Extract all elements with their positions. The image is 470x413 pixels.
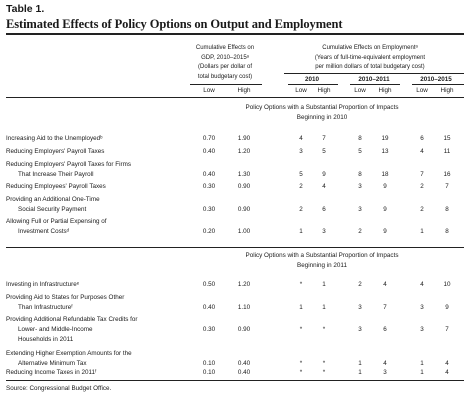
row-label-line: Reducing Employees' Payroll Taxes [6,183,106,190]
col-high-2010-2015: High [440,87,454,94]
cell-2010-high: 5 [322,148,326,155]
col-high-2010-2011: High [378,87,392,94]
table-row [0,293,470,315]
cell-gdp-low: 0.30 [202,206,216,213]
row-label [6,280,186,290]
cell-2010-2015-high: 4 [445,360,449,367]
cell-2010-2015-low: 4 [420,148,424,155]
cell-2010-2015-high: 8 [445,206,449,213]
cell-2010-2011-high: 6 [383,326,387,333]
cell-2010-2015-low: 2 [420,183,424,190]
cell-2010-low: 5 [299,171,303,178]
gdp-header-line: total budgetary cost) [197,73,253,80]
cell-gdp-low: 0.30 [202,183,216,190]
col-high-2010: High [317,87,331,94]
cell-2010-2015-low: 3 [420,326,424,333]
cell-gdp-low: 0.40 [202,171,216,178]
employment-header-rule [284,73,464,74]
col-low-2010-2011: Low [354,87,366,94]
cell-2010-low: * [299,369,303,376]
cell-2010-2011-low: 2 [358,281,362,288]
section-heading-2010 [180,103,464,123]
cell-2010-2011-low: 8 [358,171,362,178]
year-group-2010: 2010 [304,76,319,83]
col-high-gdp: High [237,87,251,94]
cell-2010-2015-low: 7 [420,171,424,178]
cell-2010-2015-high: 10 [443,281,451,288]
section-divider-rule [6,247,464,248]
year-group-rule [288,84,338,85]
table-row [0,368,470,380]
year-group-2010-2011: 2010–2011 [358,76,390,83]
cell-gdp-high: 0.40 [237,360,251,367]
row-label [6,134,186,144]
cell-2010-2011-low: 2 [358,228,362,235]
cell-gdp-high: 0.40 [237,369,251,376]
cell-2010-2011-low: 1 [358,360,362,367]
cell-2010-high: 1 [322,281,326,288]
row-label-line: Households in 2011 [18,336,74,343]
year-group-rule [350,84,400,85]
row-label-line: Reducing Employers' Payroll Taxes for Firms [6,161,131,168]
row-label-line: Providing Additional Refundable Tax Credits for [6,316,138,323]
cell-2010-low: 4 [299,135,303,142]
row-label [6,293,186,313]
cell-gdp-high: 1.20 [237,281,251,288]
cell-2010-2015-high: 15 [443,135,451,142]
year-group-rule [412,84,464,85]
cell-2010-2015-high: 4 [445,369,449,376]
table-bottom-rule [6,380,464,381]
cell-2010-2015-low: 1 [420,228,424,235]
cell-2010-high: 6 [322,206,326,213]
cell-gdp-low: 0.70 [202,135,216,142]
cell-2010-2015-low: 1 [420,369,424,376]
cell-gdp-high: 0.90 [237,326,251,333]
cell-2010-high: * [322,369,326,376]
table-label: Table 1. [6,3,45,15]
cell-2010-high: 9 [322,171,326,178]
cell-2010-high: * [322,326,326,333]
row-label [6,160,186,180]
cell-2010-2015-high: 7 [445,326,449,333]
table-row [0,315,470,347]
cell-2010-low: 3 [299,148,303,155]
col-low-2010-2015: Low [416,87,428,94]
cell-2010-2011-high: 19 [381,135,389,142]
cell-2010-2015-low: 6 [420,135,424,142]
table-row [0,217,470,239]
row-label [6,349,186,369]
table-row [0,195,470,217]
row-label-line: Than Infrastructureᶠ [18,304,73,311]
gdp-header [186,44,264,82]
row-label-line: Reducing Employers' Payroll Taxes [6,148,105,155]
row-label-line: Increasing Aid to the Unemployedᵇ [6,135,103,142]
cell-2010-2011-high: 18 [381,171,389,178]
row-label-line: Reducing Income Taxes in 2011ᶠ [6,369,97,376]
row-label [6,147,186,157]
row-label-line: Alternative Minimum Tax [18,360,87,367]
cell-2010-high: * [322,360,326,367]
col-low-2010: Low [295,87,307,94]
cell-2010-2011-low: 3 [358,326,362,333]
cell-2010-high: 1 [322,304,326,311]
cell-2010-2015-high: 7 [445,183,449,190]
row-label-line: Social Security Payment [18,206,87,213]
gdp-header-line: Cumulative Effects on [195,45,255,51]
cell-gdp-high: 1.20 [237,148,251,155]
col-low-gdp: Low [203,87,215,94]
row-label [6,368,186,378]
title-rule [6,33,464,35]
cell-gdp-low: 0.10 [202,369,216,376]
row-label [6,217,186,237]
employment-header [276,44,464,73]
table-row [0,182,470,194]
cell-2010-2011-low: 5 [358,148,362,155]
cell-2010-low: * [299,281,303,288]
cell-2010-2011-high: 4 [383,360,387,367]
cell-gdp-low: 0.30 [202,326,216,333]
cell-2010-2015-low: 3 [420,304,424,311]
cell-gdp-low: 0.40 [202,304,216,311]
year-group-2010-2015: 2010–2015 [420,76,452,83]
cell-2010-low: * [299,326,303,333]
cell-2010-low: * [299,360,303,367]
cell-gdp-high: 1.10 [237,304,251,311]
row-label-line: Investment Costsᵈ [18,228,70,235]
cell-2010-2011-high: 9 [383,183,387,190]
cell-2010-high: 7 [322,135,326,142]
cell-gdp-high: 0.90 [237,183,251,190]
gdp-header-line: (Dollars per dollar of [197,64,253,70]
cell-2010-2011-high: 7 [383,304,387,311]
cell-2010-2011-high: 4 [383,281,387,288]
section-heading-line: Beginning in 2011 [297,262,347,269]
cell-2010-2015-high: 11 [443,148,451,155]
cell-2010-low: 2 [299,183,303,190]
table-row [0,147,470,159]
row-label-line: That Increase Their Payroll [18,171,94,178]
section-heading-line: Beginning in 2010 [296,114,348,121]
cell-2010-2015-low: 4 [420,281,424,288]
cell-gdp-high: 0.90 [237,206,251,213]
cell-2010-2011-low: 3 [358,206,362,213]
cell-gdp-high: 1.90 [237,135,251,142]
row-label [6,315,186,345]
row-label-line: Extending Higher Exemption Amounts for the [6,350,132,357]
cell-2010-high: 4 [322,183,326,190]
cell-2010-2015-low: 2 [420,206,424,213]
cell-2010-2011-low: 1 [358,369,362,376]
employment-header-line: (Years of full-time-equivalent employment [314,54,426,61]
header-bottom-rule [6,97,464,98]
row-label-line: Lower- and Middle-Income [18,326,93,333]
row-label [6,182,186,192]
row-label-line: Allowing Full or Partial Expensing of [6,218,107,225]
cell-gdp-low: 0.50 [202,281,216,288]
cell-2010-high: 3 [322,228,326,235]
source-note: Source: Congressional Budget Office. [6,385,112,392]
cell-gdp-high: 1.00 [237,228,251,235]
employment-header-line: per million dollars of total budgetary cost) [315,64,425,70]
cell-2010-low: 2 [299,206,303,213]
gdp-header-line: GDP, 2010–2015ᵃ [201,54,249,61]
section-heading-line: Policy Options with a Substantial Proportion of Impacts [245,252,399,259]
section-heading-line: Policy Options with a Substantial Proportion of Impacts [245,104,399,111]
row-label [6,195,186,215]
employment-header-line: Cumulative Effects on Employmentᵃ [322,45,418,51]
cell-2010-2011-high: 3 [383,369,387,376]
cell-2010-2015-high: 8 [445,228,449,235]
cell-gdp-high: 1.30 [237,171,251,178]
cell-2010-2015-low: 1 [420,360,424,367]
section-heading-2011 [180,251,464,271]
table-row [0,280,470,292]
cell-2010-2015-high: 16 [443,171,451,178]
cell-2010-low: 1 [299,304,303,311]
table-title: Estimated Effects of Policy Options on Output and Employment [6,17,343,31]
cell-2010-2011-low: 8 [358,135,362,142]
cell-2010-2011-low: 3 [358,183,362,190]
cell-gdp-low: 0.20 [202,228,216,235]
cell-gdp-low: 0.10 [202,360,216,367]
cell-2010-2011-high: 9 [383,206,387,213]
cell-2010-2015-high: 9 [445,304,449,311]
gdp-header-rule [190,84,262,85]
cell-2010-low: 1 [299,228,303,235]
cell-2010-2011-high: 13 [381,148,389,155]
row-label-line: Providing Aid to States for Purposes Other [6,294,125,301]
table-row [0,160,470,182]
cell-2010-2011-high: 9 [383,228,387,235]
cell-2010-2011-low: 3 [358,304,362,311]
table-row [0,134,470,146]
row-label-line: Providing an Additional One-Time [6,196,100,203]
row-label-line: Investing in Infrastructureᵉ [6,281,80,288]
cell-gdp-low: 0.40 [202,148,216,155]
